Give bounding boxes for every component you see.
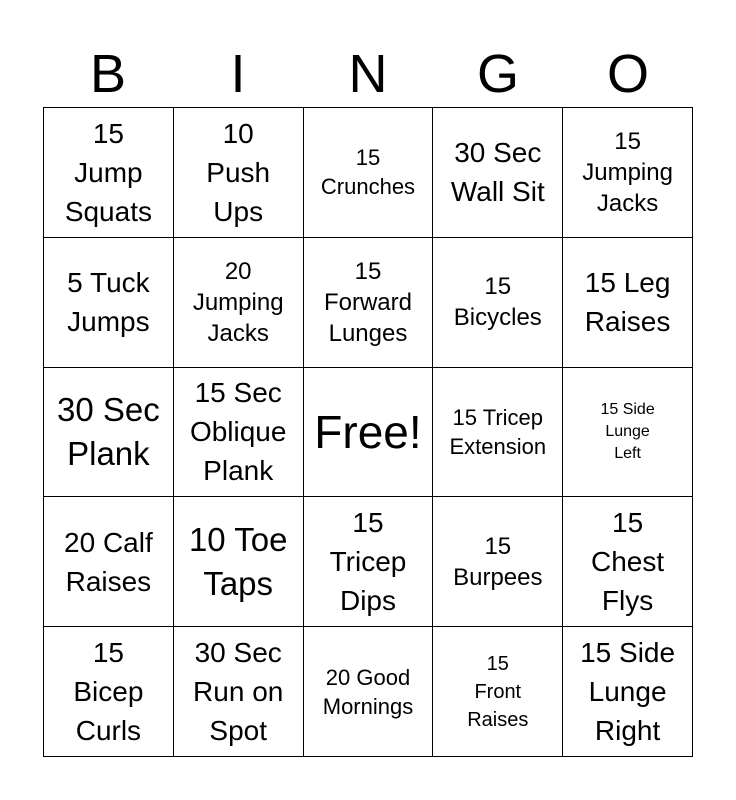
bingo-cell[interactable] bbox=[433, 497, 563, 627]
bingo-cell[interactable] bbox=[304, 627, 434, 757]
bingo-cell[interactable] bbox=[174, 627, 304, 757]
bingo-cell[interactable] bbox=[433, 238, 563, 368]
cell-text: 5 Tuck Jumps bbox=[67, 267, 150, 338]
cell-text: 20 Good Mornings bbox=[322, 664, 414, 719]
cell-text: 15 Jump Squats bbox=[64, 117, 152, 227]
cell-text: 15 Tricep Dips bbox=[329, 507, 407, 617]
cell-text: 15 Side Lunge Right bbox=[580, 637, 676, 747]
cell-text: 15 Bicycles bbox=[453, 273, 542, 332]
cell-text: 15 Tricep Extension bbox=[449, 404, 547, 459]
cell-text: 15 Forward Lunges bbox=[323, 257, 412, 347]
bingo-cell[interactable] bbox=[44, 368, 174, 498]
header-letter-i: I bbox=[230, 44, 246, 104]
bingo-cell[interactable] bbox=[563, 368, 693, 498]
cell-text: 20 Calf Raises bbox=[64, 526, 153, 597]
bingo-cell[interactable] bbox=[563, 497, 693, 627]
bingo-cell[interactable] bbox=[563, 627, 693, 757]
bingo-cell[interactable] bbox=[44, 627, 174, 757]
bingo-cell[interactable] bbox=[433, 108, 563, 238]
cell-text: 15 Jumping Jacks bbox=[582, 127, 673, 217]
cell-text: 15 Crunches bbox=[320, 145, 416, 200]
cell-text: 10 Push Ups bbox=[206, 117, 271, 227]
bingo-cell[interactable] bbox=[563, 238, 693, 368]
cell-text: 15 Chest Flys bbox=[591, 507, 665, 617]
cell-text: 15 Front Raises bbox=[467, 652, 529, 731]
bingo-cell[interactable] bbox=[304, 238, 434, 368]
header-letter-b: B bbox=[89, 44, 127, 104]
cell-text: 15 Bicep Curls bbox=[73, 637, 144, 747]
free-space-text: Free! bbox=[314, 405, 422, 458]
bingo-cell[interactable] bbox=[174, 497, 304, 627]
cell-text: 15 Sec Oblique Plank bbox=[189, 377, 287, 487]
cell-text: 30 Sec Wall Sit bbox=[450, 137, 545, 208]
cell-text: 30 Sec Plank bbox=[57, 390, 160, 472]
bingo-card-grid bbox=[43, 107, 693, 757]
bingo-cell[interactable] bbox=[44, 497, 174, 627]
bingo-cell[interactable] bbox=[174, 238, 304, 368]
header-letter-n: N bbox=[348, 44, 388, 104]
bingo-cell[interactable] bbox=[44, 108, 174, 238]
bingo-cell[interactable] bbox=[174, 108, 304, 238]
bingo-cell[interactable] bbox=[44, 238, 174, 368]
cell-text: 15 Side Lunge Left bbox=[600, 400, 655, 462]
bingo-header bbox=[43, 44, 693, 104]
bingo-cell[interactable] bbox=[174, 368, 304, 498]
bingo-cell[interactable] bbox=[433, 627, 563, 757]
bingo-cell[interactable] bbox=[304, 108, 434, 238]
header-letter-o: O bbox=[606, 44, 649, 104]
bingo-cell[interactable] bbox=[563, 108, 693, 238]
bingo-cell[interactable] bbox=[433, 368, 563, 498]
cell-text: 15 Leg Raises bbox=[584, 267, 671, 338]
cell-text: 20 Jumping Jacks bbox=[192, 257, 284, 347]
cell-text: 15 Burpees bbox=[453, 532, 543, 591]
cell-text: 10 Toe Taps bbox=[188, 520, 288, 602]
free-space-cell[interactable] bbox=[304, 368, 434, 498]
cell-text: 30 Sec Run on Spot bbox=[193, 637, 284, 747]
bingo-cell[interactable] bbox=[304, 497, 434, 627]
header-letter-g: G bbox=[476, 44, 519, 104]
